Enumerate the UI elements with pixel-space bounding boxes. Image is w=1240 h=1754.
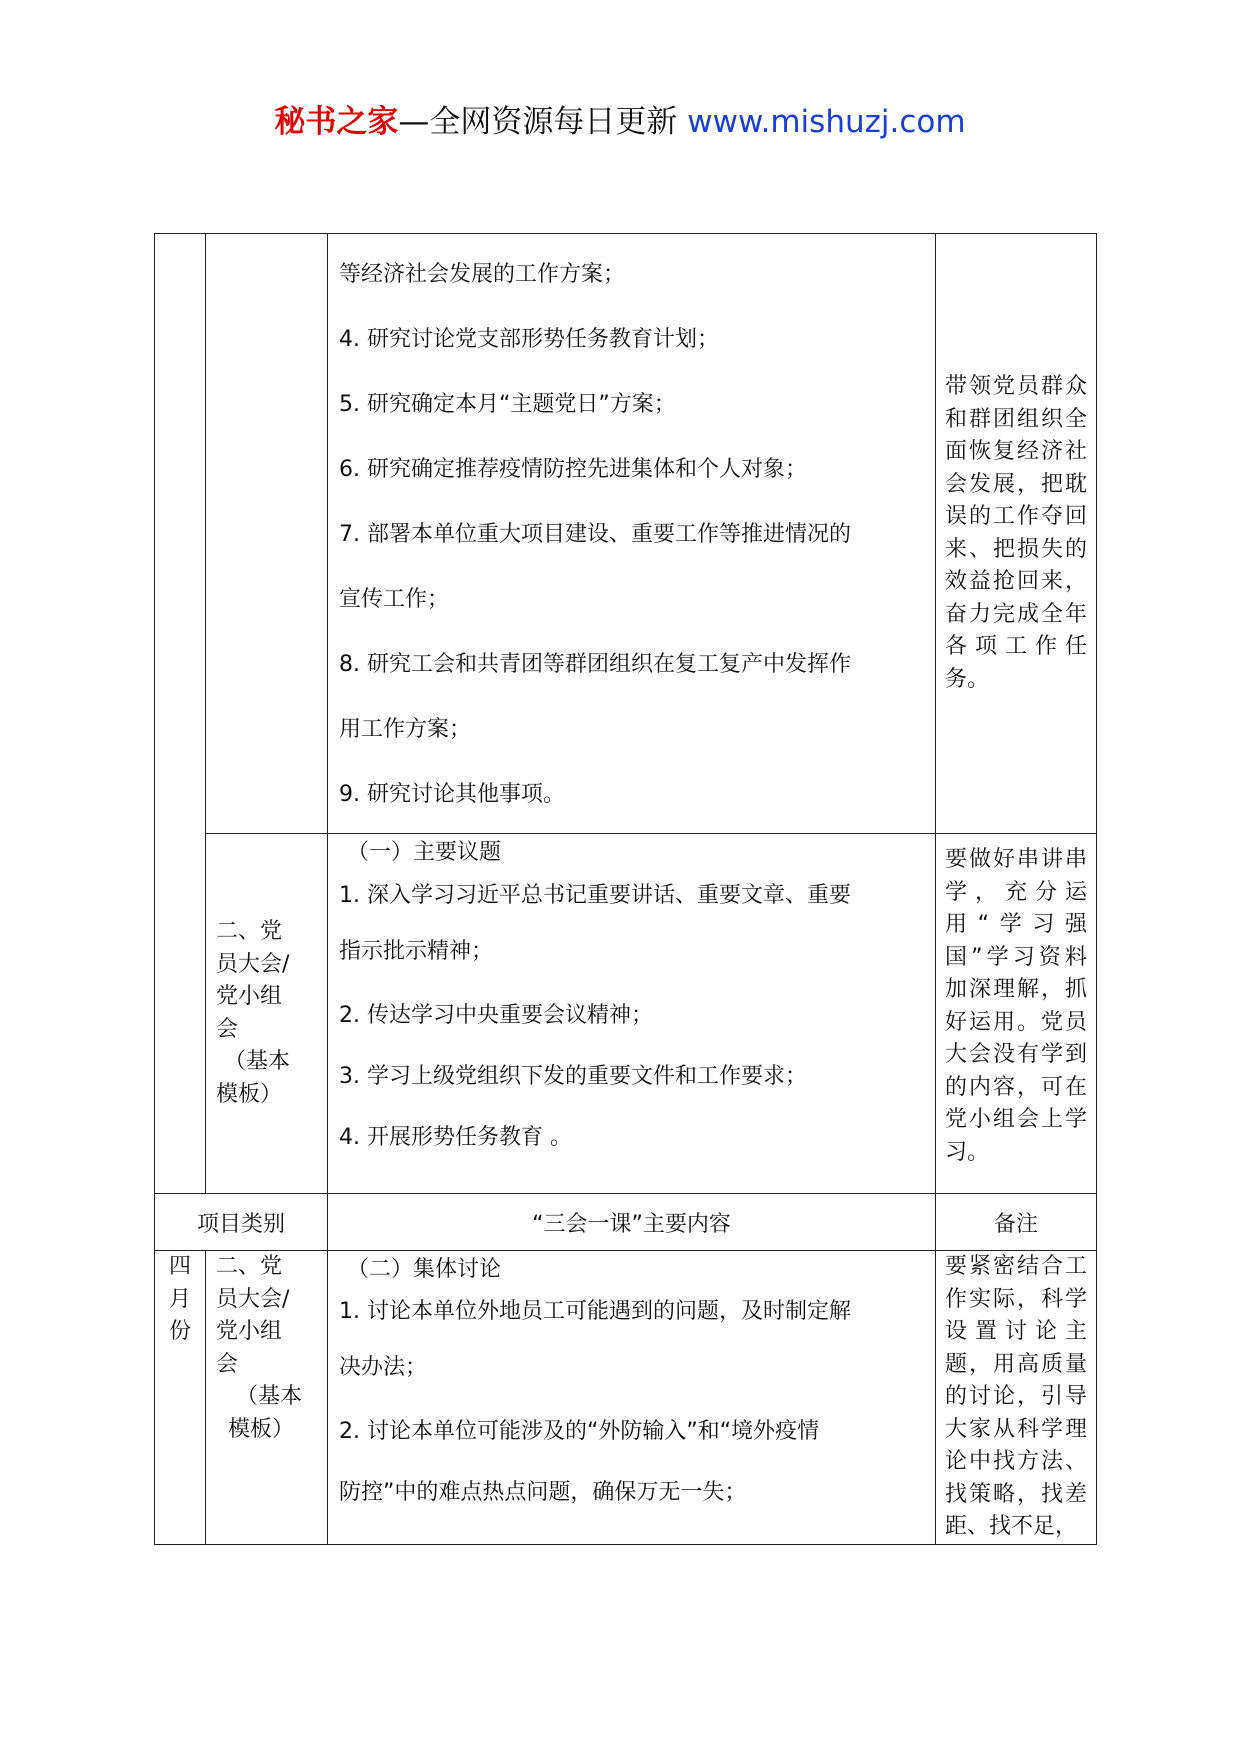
category-line: 党小组 <box>216 1319 283 1344</box>
site-brand: 秘书之家 <box>274 104 399 140</box>
category-line: 二、党 <box>216 1254 283 1279</box>
content-subtitle: （一）主要议题 <box>347 840 502 865</box>
content-line: 防控”中的难点热点问题，确保万无一失； <box>339 1480 747 1505</box>
site-slogan: —全网资源每日更新 <box>398 104 688 140</box>
content-line: 4. 研究讨论党支部形势任务教育计划； <box>339 327 719 352</box>
content-line: 2. 讨论本单位可能涉及的“外防输入”和“境外疫情 <box>339 1419 820 1444</box>
month-cell <box>155 1251 206 1545</box>
category-cell <box>206 1251 328 1545</box>
table-header-row <box>155 1194 1097 1251</box>
content-cell <box>328 234 936 834</box>
category-cell-empty <box>206 234 328 834</box>
category-cell <box>206 834 328 1194</box>
content-line: 8. 研究工会和共青团等群团组织在复工复产中发挥作 <box>339 652 851 677</box>
category-line: 员大会/ <box>216 951 290 977</box>
content-line: 7. 部署本单位重大项目建设、重要工作等推进情况的 <box>339 522 851 547</box>
category-line: （基本 <box>224 1049 291 1074</box>
table-row <box>155 234 1097 834</box>
category-line: 模板） <box>228 1416 295 1442</box>
content-line: 5. 研究确定本月“主题党日”方案； <box>339 392 676 417</box>
meeting-content-table <box>154 233 1097 1545</box>
month-char: 份 <box>168 1319 191 1344</box>
content-cell <box>328 1251 936 1545</box>
content-line: 指示批示精神； <box>339 939 494 964</box>
category-line: 员大会/ <box>216 1286 290 1312</box>
category-line: 会 <box>216 1351 239 1377</box>
content-line: 6. 研究确定推荐疫情防控先进集体和个人对象； <box>339 457 807 482</box>
content-line: 3. 学习上级党组织下发的重要文件和工作要求； <box>339 1064 807 1089</box>
content-line: 9. 研究讨论其他事项。 <box>339 782 565 807</box>
category-line: 二、党 <box>216 919 283 944</box>
header-note: 备注 <box>936 1194 1097 1251</box>
header-content: “三会一课”主要内容 <box>328 1194 936 1251</box>
content-line: 等经济社会发展的工作方案； <box>339 262 626 287</box>
content-line: 用工作方案； <box>339 717 472 742</box>
table-row <box>155 1251 1097 1545</box>
content-cell <box>328 834 936 1194</box>
month-char: 月 <box>168 1286 191 1312</box>
category-line: 会 <box>216 1016 239 1042</box>
month-cell-empty <box>155 234 206 1194</box>
site-url-link[interactable]: www.mishuzj.com <box>687 104 966 140</box>
table-row <box>155 834 1097 1194</box>
note-cell: 要做好串讲串学，充分运用“学习强国”学习资料加深理解，抓好运用。党员大会没有学到的内容，可在党小组会上学习。 <box>936 834 1097 1194</box>
content-line: 1. 深入学习习近平总书记重要讲话、重要文章、重要 <box>339 883 851 908</box>
note-cell: 要紧密结合工作实际，科学设置讨论主题，用高质量的讨论，引导大家从科学理论中找方法、找策略，找差距、找不足， <box>936 1251 1097 1545</box>
content-line: 1. 讨论本单位外地员工可能遇到的问题，及时制定解 <box>339 1299 851 1324</box>
content-line: 2. 传达学习中央重要会议精神； <box>339 1003 653 1028</box>
content-line: 决办法； <box>339 1355 428 1380</box>
month-char: 四 <box>168 1254 191 1279</box>
category-line: （基本 <box>236 1384 303 1409</box>
content-subtitle: （二）集体讨论 <box>347 1257 502 1282</box>
header-category: 项目类别 <box>155 1194 328 1251</box>
site-header <box>0 102 1240 142</box>
category-line: 模板） <box>216 1081 283 1107</box>
category-line: 党小组 <box>216 984 283 1009</box>
note-cell: 带领党员群众和群团组织全面恢复经济社会发展，把耽误的工作夺回来、把损失的效益抢回来，奋力完成全年各项工作任务。 <box>936 234 1097 834</box>
content-line: 4. 开展形势任务教育 。 <box>339 1125 572 1150</box>
content-line: 宣传工作； <box>339 587 450 612</box>
